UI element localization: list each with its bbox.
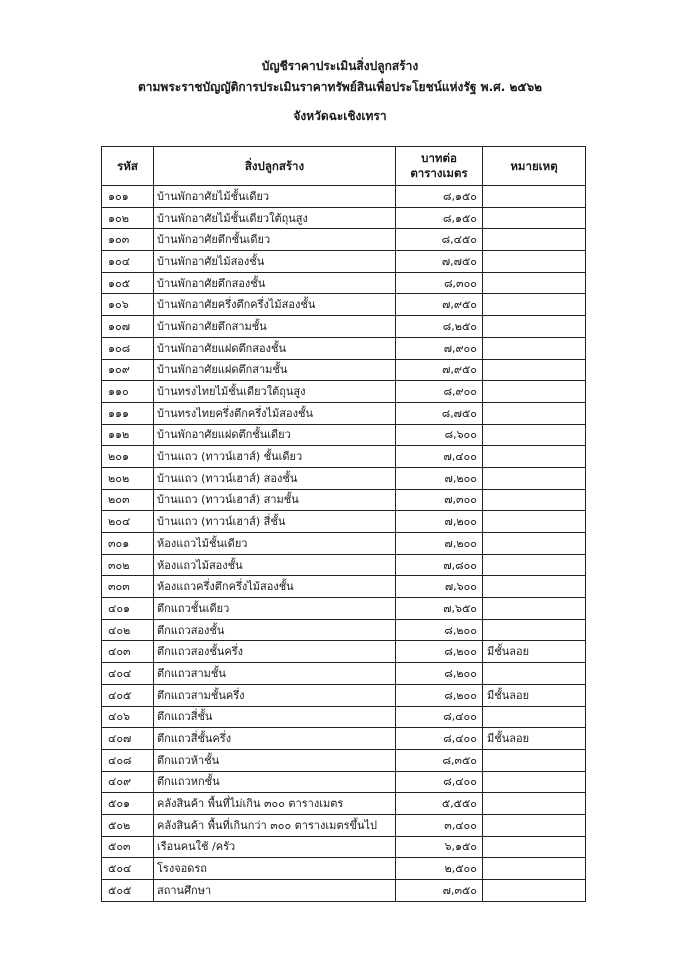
- table-row: [102, 533, 586, 555]
- table-row: [102, 511, 586, 533]
- cell-note: [483, 316, 586, 338]
- cell-note: [483, 294, 586, 316]
- cell-code: ๑๑๑: [102, 402, 154, 424]
- cell-price: ๗,๗๕๐: [396, 251, 483, 273]
- cell-price: ๗,๒๐๐: [396, 533, 483, 555]
- cell-price: ๕,๕๕๐: [396, 793, 483, 815]
- cell-code: ๔๐๙: [102, 771, 154, 793]
- cell-building-type: คลังสินค้า พื้นที่เกินกว่า ๓๐๐ ตารางเมตรขึ้นไป: [154, 814, 396, 836]
- table-row: [102, 858, 586, 880]
- cell-building-type: ตึกแถวสี่ชั้นครึ่ง: [154, 728, 396, 750]
- cell-price: ๗,๔๐๐: [396, 446, 483, 468]
- table-header-row: [102, 147, 586, 186]
- table-row: [102, 229, 586, 251]
- table-row: [102, 424, 586, 446]
- table-row: [102, 381, 586, 403]
- cell-price: ๗,๙๕๐: [396, 294, 483, 316]
- table-row: [102, 880, 586, 902]
- cell-building-type: ตึกแถวสามชั้นครึ่ง: [154, 684, 396, 706]
- cell-price: ๘,๙๐๐: [396, 381, 483, 403]
- cell-building-type: ตึกแถวห้าชั้น: [154, 749, 396, 771]
- cell-note: [483, 337, 586, 359]
- cell-code: ๔๐๖: [102, 706, 154, 728]
- cell-code: ๔๐๘: [102, 749, 154, 771]
- cell-code: ๑๐๙: [102, 359, 154, 381]
- cell-building-type: ตึกแถวหกชั้น: [154, 771, 396, 793]
- table-row: [102, 684, 586, 706]
- cell-building-type: บ้านพักอาศัยแฝดตึกชั้นเดียว: [154, 424, 396, 446]
- cell-note: [483, 381, 586, 403]
- cell-note: [483, 511, 586, 533]
- cell-price: ๘,๔๐๐: [396, 771, 483, 793]
- cell-building-type: ห้องแถวไม้ชั้นเดียว: [154, 533, 396, 555]
- cell-price: ๘,๔๐๐: [396, 706, 483, 728]
- table-row: [102, 663, 586, 685]
- cell-building-type: ตึกแถวสองชั้น: [154, 619, 396, 641]
- header-building-type: สิ่งปลูกสร้าง: [154, 147, 396, 186]
- cell-code: ๕๐๑: [102, 793, 154, 815]
- table-row: [102, 728, 586, 750]
- table-row: [102, 793, 586, 815]
- cell-price: ๘,๑๕๐: [396, 186, 483, 208]
- cell-code: ๒๐๓: [102, 489, 154, 511]
- cell-price: ๗,๒๐๐: [396, 467, 483, 489]
- table-row: [102, 294, 586, 316]
- cell-code: ๒๐๑: [102, 446, 154, 468]
- cell-price: ๗,๓๐๐: [396, 489, 483, 511]
- cell-note: [483, 619, 586, 641]
- cell-building-type: ตึกแถวสามชั้น: [154, 663, 396, 685]
- table-row: [102, 706, 586, 728]
- cell-note: [483, 446, 586, 468]
- cell-code: ๑๐๑: [102, 186, 154, 208]
- cell-note: [483, 749, 586, 771]
- cell-building-type: บ้านทรงไทยไม้ชั้นเดียวใต้ถุนสูง: [154, 381, 396, 403]
- cell-building-type: บ้านพักอาศัยแฝดตึกสองชั้น: [154, 337, 396, 359]
- cell-code: ๑๑๐: [102, 381, 154, 403]
- cell-code: ๕๐๒: [102, 814, 154, 836]
- cell-price: ๘,๔๕๐: [396, 229, 483, 251]
- header-price-per-sqm: [396, 147, 483, 186]
- cell-note: [483, 467, 586, 489]
- table-row: [102, 771, 586, 793]
- cell-note: [483, 207, 586, 229]
- cell-building-type: บ้านแถว (ทาวน์เฮาส์) สองชั้น: [154, 467, 396, 489]
- cell-building-type: บ้านพักอาศัยครึ่งตึกครึ่งไม้สองชั้น: [154, 294, 396, 316]
- header-price-line2: ตารางเมตร: [410, 166, 468, 180]
- cell-price: ๖,๑๕๐: [396, 836, 483, 858]
- cell-building-type: บ้านพักอาศัยตึกชั้นเดียว: [154, 229, 396, 251]
- document-subtitle: ตามพระราชบัญญัติการประเมินราคาทรัพย์สินเพื่อประโยชน์แห่งรัฐ พ.ศ. ๒๕๖๒: [137, 80, 542, 94]
- cell-price: ๘,๒๕๐: [396, 316, 483, 338]
- cell-building-type: ตึกแถวสองชั้นครึ่ง: [154, 641, 396, 663]
- cell-building-type: บ้านพักอาศัยไม้ชั้นเดียวใต้ถุนสูง: [154, 207, 396, 229]
- cell-code: ๔๐๔: [102, 663, 154, 685]
- cell-price: ๘,๒๐๐: [396, 684, 483, 706]
- cell-code: ๑๐๒: [102, 207, 154, 229]
- table-row: [102, 641, 586, 663]
- cell-note: [483, 554, 586, 576]
- cell-price: ๘,๓๐๐: [396, 272, 483, 294]
- cell-note: [483, 489, 586, 511]
- cell-code: ๔๐๒: [102, 619, 154, 641]
- cell-code: ๑๐๔: [102, 251, 154, 273]
- cell-code: ๔๐๗: [102, 728, 154, 750]
- cell-note: [483, 771, 586, 793]
- table-row: [102, 359, 586, 381]
- header-note: หมายเหตุ: [483, 147, 586, 186]
- cell-note: มีชั้นลอย: [483, 728, 586, 750]
- table-row: [102, 337, 586, 359]
- cell-building-type: คลังสินค้า พื้นที่ไม่เกิน ๓๐๐ ตารางเมตร: [154, 793, 396, 815]
- cell-building-type: บ้านแถว (ทาวน์เฮาส์) ชั้นเดียว: [154, 446, 396, 468]
- cell-code: ๔๐๕: [102, 684, 154, 706]
- table-row: [102, 836, 586, 858]
- cell-note: มีชั้นลอย: [483, 641, 586, 663]
- table-row: [102, 489, 586, 511]
- table-row: [102, 207, 586, 229]
- cell-building-type: บ้านพักอาศัยตึกสองชั้น: [154, 272, 396, 294]
- cell-building-type: สถานศึกษา: [154, 880, 396, 902]
- cell-note: [483, 598, 586, 620]
- table-row: [102, 749, 586, 771]
- cell-code: ๑๐๗: [102, 316, 154, 338]
- cell-price: ๗,๘๐๐: [396, 554, 483, 576]
- cell-note: [483, 251, 586, 273]
- cell-code: ๕๐๓: [102, 836, 154, 858]
- cell-price: ๗,๖๕๐: [396, 598, 483, 620]
- cell-price: ๗,๙๐๐: [396, 337, 483, 359]
- cell-code: ๑๐๘: [102, 337, 154, 359]
- document-title: บัญชีราคาประเมินสิ่งปลูกสร้าง: [261, 59, 419, 73]
- cell-code: ๓๐๑: [102, 533, 154, 555]
- price-table: [101, 146, 586, 902]
- cell-code: ๑๐๓: [102, 229, 154, 251]
- cell-code: ๕๐๕: [102, 880, 154, 902]
- cell-price: ๓,๔๐๐: [396, 814, 483, 836]
- cell-code: ๑๐๖: [102, 294, 154, 316]
- cell-note: [483, 706, 586, 728]
- cell-note: [483, 858, 586, 880]
- cell-building-type: บ้านแถว (ทาวน์เฮาส์) สี่ชั้น: [154, 511, 396, 533]
- cell-building-type: บ้านพักอาศัยตึกสามชั้น: [154, 316, 396, 338]
- province-name: จังหวัดฉะเชิงเทรา: [293, 109, 387, 123]
- cell-building-type: บ้านพักอาศัยไม้สองชั้น: [154, 251, 396, 273]
- table-row: [102, 554, 586, 576]
- cell-note: [483, 793, 586, 815]
- table-row: [102, 576, 586, 598]
- cell-price: ๘,๒๐๐: [396, 619, 483, 641]
- table-row: [102, 619, 586, 641]
- cell-building-type: บ้านพักอาศัยแฝดตึกสามชั้น: [154, 359, 396, 381]
- table-row: [102, 272, 586, 294]
- cell-building-type: ตึกแถวสี่ชั้น: [154, 706, 396, 728]
- cell-building-type: โรงจอดรถ: [154, 858, 396, 880]
- cell-note: [483, 814, 586, 836]
- cell-building-type: ห้องแถวครึ่งตึกครึ่งไม้สองชั้น: [154, 576, 396, 598]
- cell-code: ๒๐๒: [102, 467, 154, 489]
- cell-code: ๔๐๑: [102, 598, 154, 620]
- cell-code: ๒๐๔: [102, 511, 154, 533]
- table-row: [102, 251, 586, 273]
- table-row: [102, 598, 586, 620]
- table-row: [102, 446, 586, 468]
- document-header: [0, 60, 680, 122]
- cell-note: [483, 533, 586, 555]
- cell-building-type: บ้านพักอาศัยไม้ชั้นเดียว: [154, 186, 396, 208]
- cell-code: ๑๐๕: [102, 272, 154, 294]
- cell-price: ๘,๑๕๐: [396, 207, 483, 229]
- cell-price: ๗,๙๕๐: [396, 359, 483, 381]
- cell-note: [483, 424, 586, 446]
- cell-note: [483, 880, 586, 902]
- cell-building-type: บ้านแถว (ทาวน์เฮาส์) สามชั้น: [154, 489, 396, 511]
- table-row: [102, 814, 586, 836]
- cell-price: ๗,๒๐๐: [396, 511, 483, 533]
- cell-code: ๔๐๓: [102, 641, 154, 663]
- cell-price: ๘,๒๐๐: [396, 663, 483, 685]
- cell-note: [483, 359, 586, 381]
- cell-code: ๓๐๓: [102, 576, 154, 598]
- header-code: รหัส: [102, 147, 154, 186]
- header-price-line1: บาทต่อ: [421, 151, 457, 166]
- table-row: [102, 186, 586, 208]
- cell-note: [483, 663, 586, 685]
- cell-note: [483, 836, 586, 858]
- cell-note: มีชั้นลอย: [483, 684, 586, 706]
- cell-price: ๘,๒๐๐: [396, 641, 483, 663]
- table-body: [102, 186, 586, 902]
- cell-code: ๑๑๒: [102, 424, 154, 446]
- cell-price: ๘,๓๕๐: [396, 749, 483, 771]
- cell-price: ๘,๗๕๐: [396, 402, 483, 424]
- cell-price: ๘,๔๐๐: [396, 728, 483, 750]
- cell-note: [483, 576, 586, 598]
- cell-price: ๗,๓๕๐: [396, 880, 483, 902]
- cell-building-type: เรือนคนใช้ /ครัว: [154, 836, 396, 858]
- table-row: [102, 316, 586, 338]
- cell-note: [483, 186, 586, 208]
- table-row: [102, 402, 586, 424]
- cell-building-type: บ้านทรงไทยครึ่งตึกครึ่งไม้สองชั้น: [154, 402, 396, 424]
- cell-code: ๓๐๒: [102, 554, 154, 576]
- cell-price: ๘,๖๐๐: [396, 424, 483, 446]
- cell-note: [483, 402, 586, 424]
- cell-note: [483, 272, 586, 294]
- table-row: [102, 467, 586, 489]
- cell-price: ๒,๕๐๐: [396, 858, 483, 880]
- cell-code: ๕๐๔: [102, 858, 154, 880]
- cell-building-type: ตึกแถวชั้นเดียว: [154, 598, 396, 620]
- cell-price: ๗,๖๐๐: [396, 576, 483, 598]
- cell-note: [483, 229, 586, 251]
- cell-building-type: ห้องแถวไม้สองชั้น: [154, 554, 396, 576]
